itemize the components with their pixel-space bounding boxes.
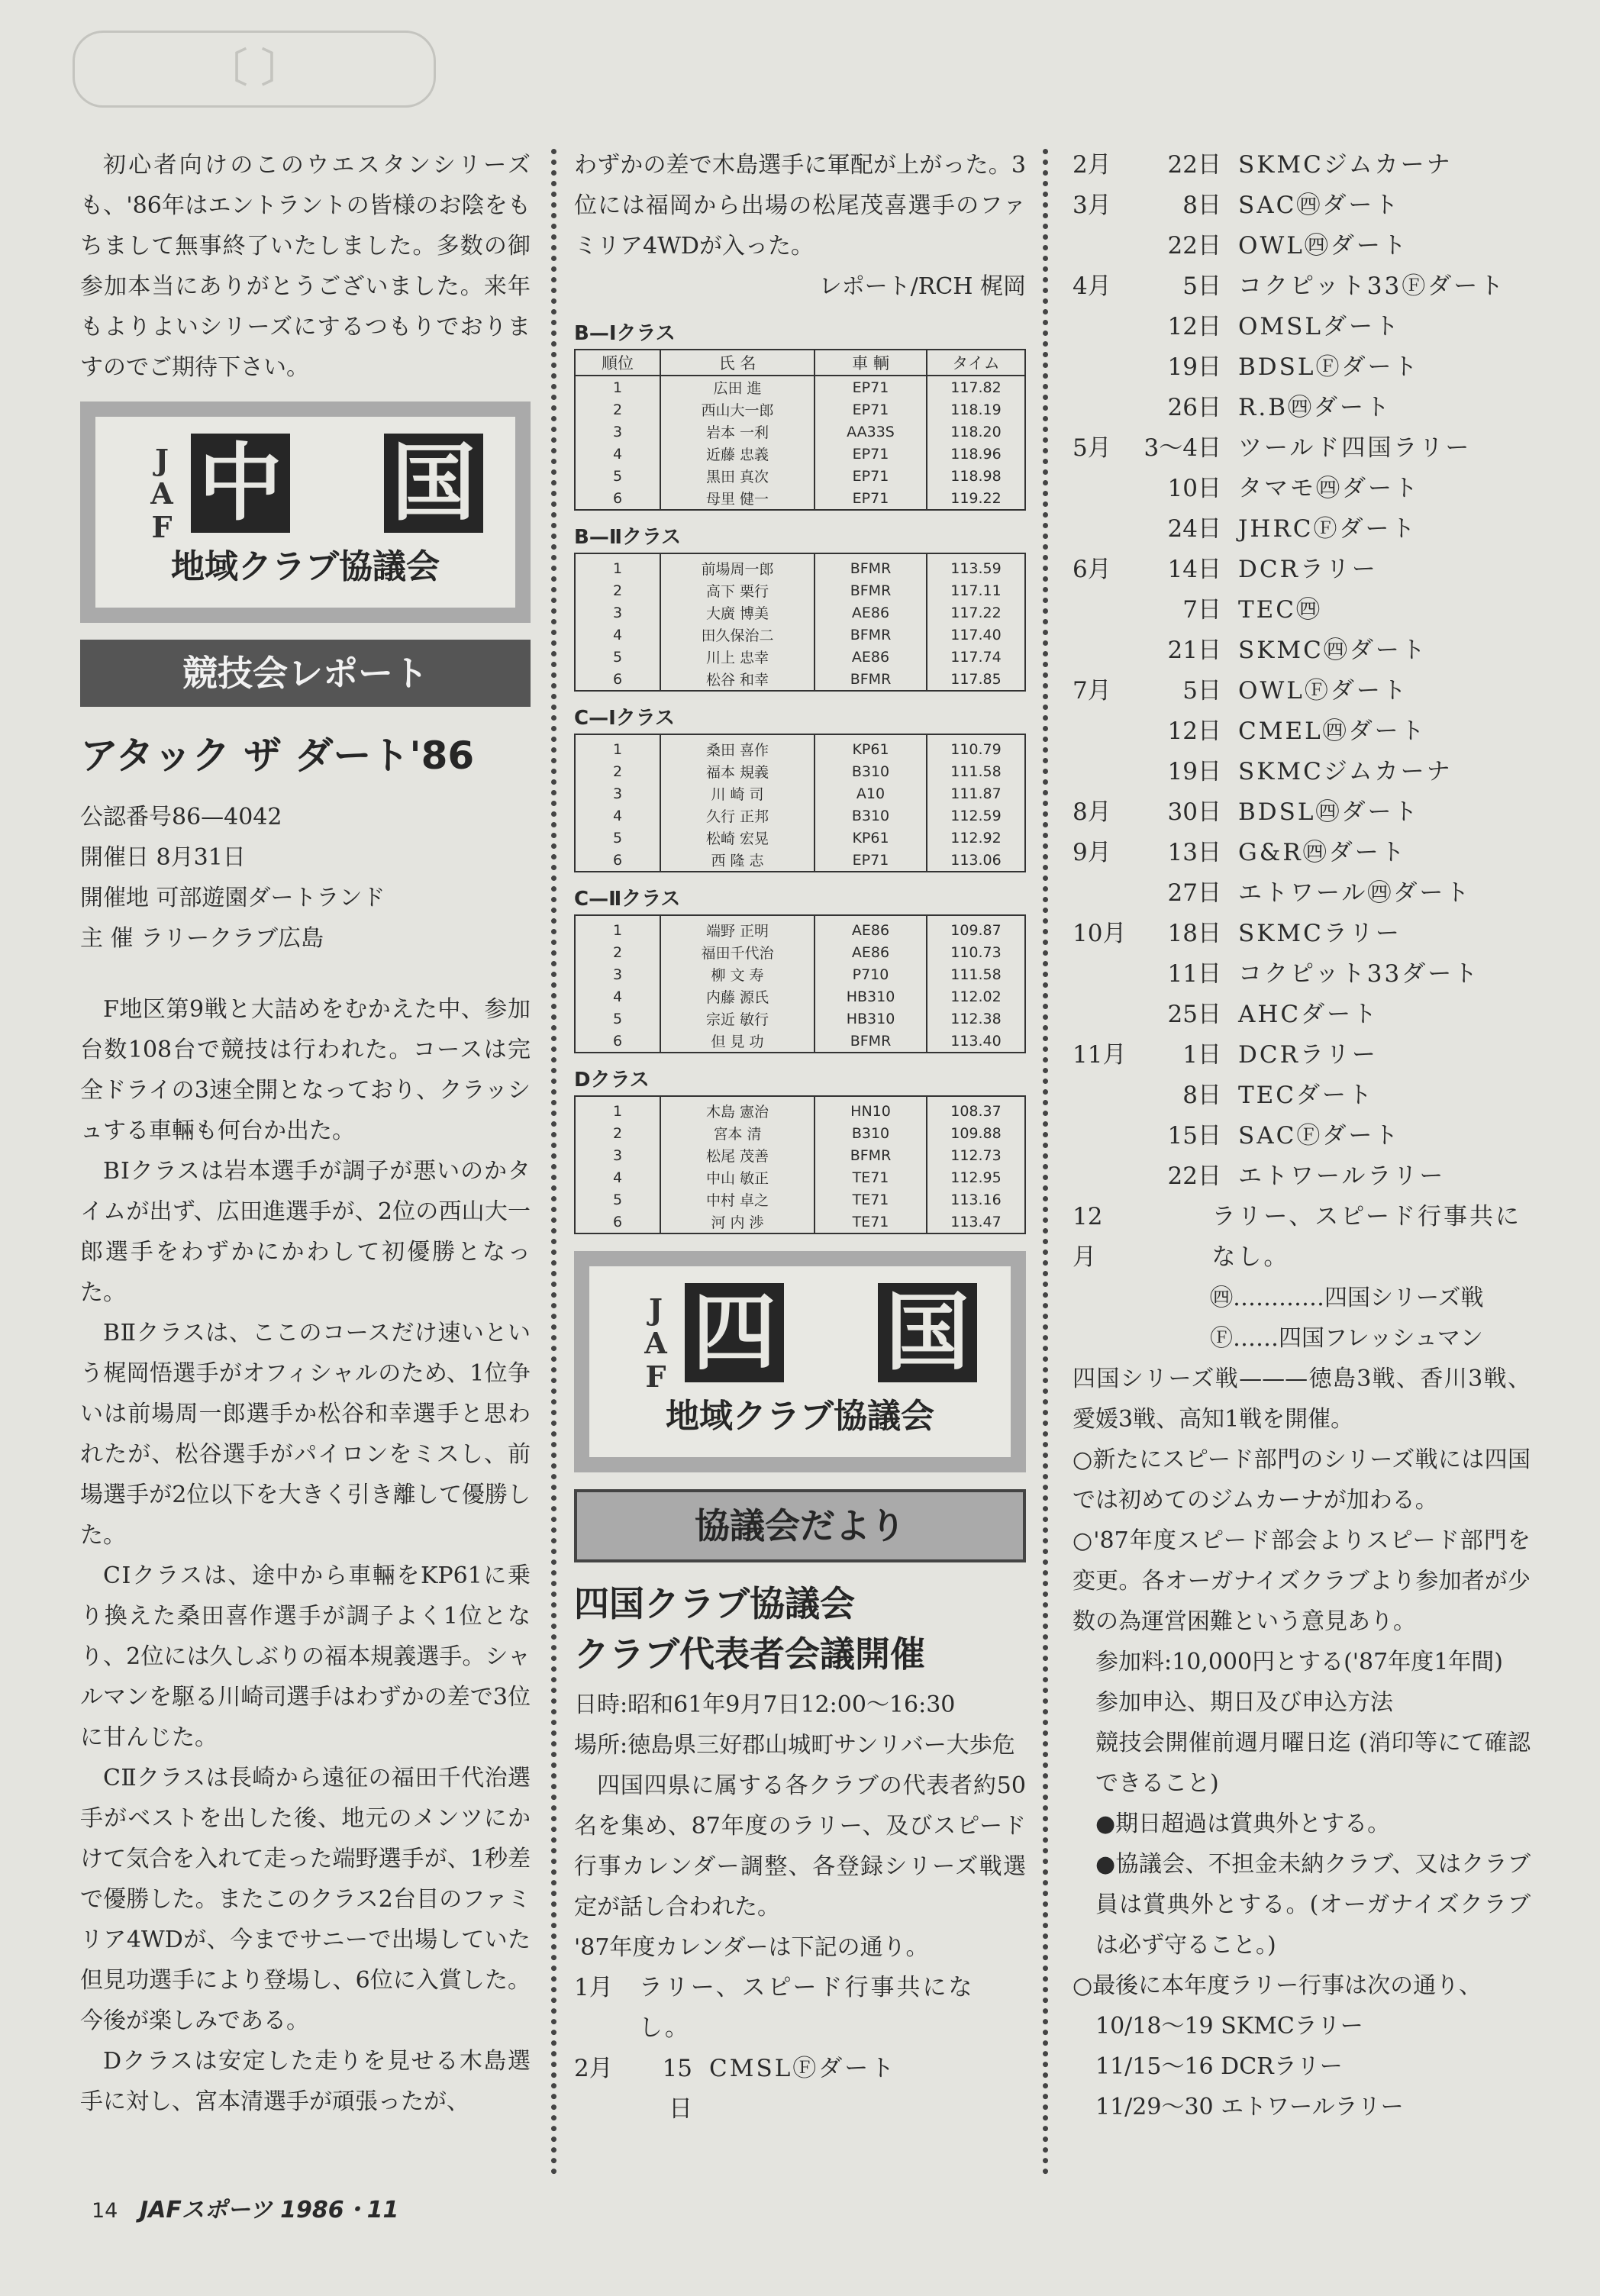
note-line: 10/18〜19 SKMCラリー <box>1095 2013 1363 2040</box>
calendar-row: 27日 エトワール㊃ダート <box>1167 879 1472 907</box>
note-line: 競技会開催前週月曜日迄 (消印等にて確認できること) <box>1095 1730 1531 1797</box>
table-cell: 松尾 茂善 <box>660 1144 815 1166</box>
note-line: 11/29〜30 エトワールラリー <box>1095 2094 1404 2120</box>
table-cell: 117.82 <box>927 376 1025 398</box>
table-cell: 福田千代治 <box>660 941 815 963</box>
calendar-list <box>1073 145 1531 1278</box>
table-cell: 119.22 <box>927 487 1025 510</box>
table-row <box>575 443 1025 465</box>
table-cell: 110.73 <box>927 941 1025 963</box>
calendar-row: 2月 22日 SKMCジムカーナ <box>1073 151 1453 179</box>
calendar-row: 22日 OWL㊃ダート <box>1167 232 1408 260</box>
table-cell: 111.87 <box>927 782 1025 805</box>
results-table <box>574 553 1026 692</box>
note-line: ○新たにスピード部門のシリーズ戦には四国では初めてのジムカーナが加わる。 <box>1073 1446 1531 1514</box>
table-cell: 川上 忠幸 <box>660 646 815 668</box>
table-cell: 112.73 <box>927 1144 1025 1166</box>
table-row <box>575 805 1025 827</box>
table-row <box>575 1166 1025 1188</box>
table-row <box>575 421 1025 443</box>
calendar-row: 11月 1日 DCRラリー <box>1073 1041 1378 1069</box>
table-cell: 113.59 <box>927 553 1025 579</box>
logo-char-1: 四 <box>685 1283 784 1382</box>
table-row <box>575 941 1025 963</box>
table-cell: BFMR <box>815 1144 927 1166</box>
table-cell: 3 <box>612 1146 623 1164</box>
table-cell: 6 <box>612 1213 623 1230</box>
table-cell: 中村 卓之 <box>660 1188 815 1211</box>
column-header: タイム <box>927 350 1025 376</box>
table-row <box>575 849 1025 872</box>
column-2 <box>574 145 1026 2130</box>
article-paragraph: Dクラスは安定した走りを見せる木島選手に対し、宮本清選手が頑張ったが、 <box>80 2048 531 2115</box>
column-header: 氏 名 <box>660 350 815 376</box>
table-cell: 岩本 一利 <box>660 421 815 443</box>
table-cell: EP71 <box>815 398 927 421</box>
table-cell: 前場周一郎 <box>660 553 815 579</box>
table-row <box>575 760 1025 782</box>
table-cell: EP71 <box>815 487 927 510</box>
table-row <box>575 668 1025 691</box>
table-cell: 113.06 <box>927 849 1025 872</box>
calendar-row: 12日 OMSLダート <box>1167 313 1401 340</box>
table-cell: 福本 規義 <box>660 760 815 782</box>
calendar-row: 5月 3〜4日 ツールド四国ラリー <box>1073 434 1472 462</box>
table-cell: 118.20 <box>927 421 1025 443</box>
article-paragraph: CⅡクラスは長崎から遠征の福田千代治選手がベストを出した後、地元のメンツにかけて気合を入れて走った端野選手が、1秒差で優勝した。またこのクラス2台目のファミリア4WDが、今までサニーで出場していた但見功選手により登場し、6位に入賞した。今後が楽しみである。 <box>80 1765 531 2034</box>
article-paragraph: BⅡクラスは、ここのコースだけ速いという梶岡悟選手がオフィシャルのため、1位争いは前場周一郎選手か松谷和幸選手と思われたが、松谷選手がパイロンをミスし、前場選手が2位以下を大きく引き離して優勝した。 <box>80 1320 531 1549</box>
calendar-row: 7日 TEC㊃ <box>1182 596 1323 624</box>
table-row <box>575 827 1025 849</box>
table-cell: 久行 正邦 <box>660 805 815 827</box>
logo-char-2: 国 <box>384 434 483 533</box>
table-cell: 3 <box>612 604 623 621</box>
calendar-row: 1月 ラリー、スピード行事共になし。 <box>574 1974 975 2042</box>
calendar-row: 19日 SKMCジムカーナ <box>1167 758 1453 785</box>
table-cell: 113.40 <box>927 1030 1025 1053</box>
table-cell: AA33S <box>815 421 927 443</box>
table-cell: 4 <box>612 626 623 643</box>
table-cell: 117.11 <box>927 579 1025 601</box>
article-subtitle: クラブ代表者会議開催 <box>574 1633 925 1675</box>
table-cell: 但 見 功 <box>660 1030 815 1053</box>
table-cell: 118.98 <box>927 465 1025 487</box>
jaf-mark: J A F <box>150 443 173 544</box>
table-cell: BFMR <box>815 624 927 646</box>
info-line: 開催日 8月31日 <box>80 844 246 871</box>
column-header: 車 輌 <box>815 350 927 376</box>
table-row <box>575 579 1025 601</box>
calendar-row: 24日 JHRCⒻダート <box>1167 515 1418 543</box>
table-cell: 6 <box>612 670 623 688</box>
table-cell: 5 <box>612 648 623 666</box>
article-title: アタック ザ ダート'86 <box>80 734 475 778</box>
table-cell: 内藤 源氏 <box>660 985 815 1008</box>
note-line: 参加申込、期日及び申込方法 <box>1095 1689 1393 1716</box>
note-line: 11/15〜16 DCRラリー <box>1095 2053 1343 2080</box>
table-row <box>575 782 1025 805</box>
table-row <box>575 1096 1025 1122</box>
table-cell: AE86 <box>815 915 927 941</box>
class-title: Dクラス <box>574 1069 650 1092</box>
calendar-row: 2月 15日 CMSLⒻダート <box>574 2055 897 2123</box>
table-cell: 112.95 <box>927 1166 1025 1188</box>
table-cell: 広田 進 <box>660 376 815 398</box>
table-cell: 108.37 <box>927 1096 1025 1122</box>
column-3 <box>1073 145 1531 2127</box>
table-cell: 111.58 <box>927 760 1025 782</box>
table-cell: 6 <box>612 489 623 507</box>
table-cell: 5 <box>612 1010 623 1027</box>
calendar-row: 4月 5日 コクピット33Ⓕダート <box>1073 272 1506 300</box>
table-row <box>575 601 1025 624</box>
table-cell: 松谷 和幸 <box>660 668 815 691</box>
table-cell: A10 <box>815 782 927 805</box>
table-row <box>575 734 1025 760</box>
table-cell: 4 <box>612 807 623 824</box>
table-cell: TE71 <box>815 1211 927 1233</box>
section-banner: 競技会レポート <box>80 640 531 707</box>
table-cell: 河 内 渉 <box>660 1211 815 1233</box>
note-line: ●期日超過は賞典外とする。 <box>1095 1811 1391 1837</box>
table-cell: KP61 <box>815 827 927 849</box>
table-row <box>575 1122 1025 1144</box>
jaf-mark: J A F <box>644 1292 667 1394</box>
table-cell: B310 <box>815 760 927 782</box>
table-cell: 113.16 <box>927 1188 1025 1211</box>
table-cell: 2 <box>612 763 623 780</box>
table-cell: 西 隆 志 <box>660 849 815 872</box>
class-title: B—Ⅱクラス <box>574 526 682 549</box>
table-cell: 117.85 <box>927 668 1025 691</box>
calendar-row: 6月 14日 DCRラリー <box>1073 556 1378 583</box>
table-cell: 118.96 <box>927 443 1025 465</box>
results-tables <box>574 318 1026 1234</box>
article-paragraph: CⅠクラスは、途中から車輛をKP61に乗り換えた桑田喜作選手が調子よく1位となり、2位には久しぶりの福本規義選手。シャルマンを駆る川崎司選手はわずかの差で3位に甘んじた。 <box>80 1562 531 1751</box>
table-cell: 3 <box>612 785 623 802</box>
table-cell: 110.79 <box>927 734 1025 760</box>
calendar-row: 7月 5日 OWLⒻダート <box>1073 677 1408 705</box>
table-cell: 田久保治二 <box>660 624 815 646</box>
table-cell: 5 <box>612 829 623 846</box>
calendar-row: 15日 SACⒻダート <box>1167 1122 1401 1150</box>
table-cell: 近藤 忠義 <box>660 443 815 465</box>
table-cell: 109.88 <box>927 1122 1025 1144</box>
table-cell: EP71 <box>815 443 927 465</box>
table-cell: EP71 <box>815 849 927 872</box>
table-cell: 118.19 <box>927 398 1025 421</box>
logo-char-1: 中 <box>191 434 290 533</box>
note-line: 四国シリーズ戦———徳島3戦、香川3戦、愛媛3戦、高知1戦を開催。 <box>1073 1366 1531 1433</box>
results-table <box>574 349 1026 511</box>
table-cell: 4 <box>612 988 623 1005</box>
table-cell: 113.47 <box>927 1211 1025 1233</box>
table-cell: 4 <box>612 1169 623 1186</box>
table-cell: 大廣 博美 <box>660 601 815 624</box>
shikoku-club-logo <box>574 1251 1026 1472</box>
table-cell: 5 <box>612 467 623 485</box>
table-cell: 高下 栗行 <box>660 579 815 601</box>
table-cell: P710 <box>815 963 927 985</box>
table-cell: 柳 文 寿 <box>660 963 815 985</box>
column-divider <box>1043 149 1048 2175</box>
table-cell: 松崎 宏晃 <box>660 827 815 849</box>
table-cell: 1 <box>612 740 623 758</box>
table-cell: 3 <box>612 423 623 440</box>
results-table <box>574 1095 1026 1234</box>
table-cell: 1 <box>612 559 623 577</box>
table-cell: 111.58 <box>927 963 1025 985</box>
meeting-date: 日時:昭和61年9月7日12:00〜16:30 <box>574 1691 956 1718</box>
table-cell: 117.22 <box>927 601 1025 624</box>
calendar-row: 22日 エトワールラリー <box>1167 1163 1446 1190</box>
table-row <box>575 624 1025 646</box>
table-cell: 109.87 <box>927 915 1025 941</box>
table-cell: 2 <box>612 582 623 599</box>
table-cell: 117.74 <box>927 646 1025 668</box>
note-line: 参加料:10,000円とする('87年度1年間) <box>1095 1649 1503 1675</box>
intro-paragraph: 初心者向けのこのウエスタンシリーズも、'86年はエントラントの皆様のお陰をもちまして無事終了いたしました。多数の御参加本当にありがとうございました。来年もよりよいシリーズにするつもりでおりますのでご期待下さい。 <box>80 152 531 381</box>
table-row <box>575 376 1025 398</box>
table-row <box>575 963 1025 985</box>
note-line: ○最後に本年度ラリー行事は次の通り、 <box>1073 1972 1482 1999</box>
table-cell: 中山 敏正 <box>660 1166 815 1188</box>
calendar-row: 3月 8日 SAC㊃ダート <box>1073 192 1401 219</box>
table-cell: 1 <box>612 921 623 939</box>
column-divider <box>551 149 556 2175</box>
table-cell: 黒田 真次 <box>660 465 815 487</box>
calendar-row: 8月 30日 BDSL㊃ダート <box>1073 798 1420 826</box>
calendar-row: 8日 TECダート <box>1182 1082 1375 1109</box>
article-paragraph: F地区第9戦と大詰めをむかえた中、参加台数108台で競技は行われた。コースは完全ドライの3速全開となっており、クラッシュする車輛も何台か出た。 <box>80 996 531 1144</box>
info-line: 公認番号86—4042 <box>80 804 282 830</box>
table-row <box>575 487 1025 510</box>
note-line: ●協議会、不担金未納クラブ、又はクラブ員は賞典外とする。(オーガナイズクラブは必ず守ること。) <box>1095 1851 1531 1959</box>
table-row <box>575 398 1025 421</box>
results-table <box>574 914 1026 1053</box>
logo-subtitle: 地域クラブ協議会 <box>171 547 440 586</box>
table-cell: BFMR <box>815 579 927 601</box>
calendar-row: 12日 CMEL㊃ダート <box>1167 718 1427 745</box>
chugoku-club-logo <box>80 401 531 623</box>
reporter: レポート/RCH 梶岡 <box>818 273 1026 300</box>
table-row <box>575 1144 1025 1166</box>
table-cell: HB310 <box>815 1008 927 1030</box>
calendar-row: 25日 AHCダート <box>1167 1001 1379 1028</box>
table-cell: HN10 <box>815 1096 927 1122</box>
table-cell: AE86 <box>815 646 927 668</box>
article-title: 四国クラブ協議会 <box>574 1583 855 1624</box>
calendar-row: 10日 タマモ㊃ダート <box>1167 475 1420 502</box>
table-cell: AE86 <box>815 601 927 624</box>
info-line: 主 催 ラリークラブ広島 <box>80 925 324 952</box>
table-cell: 宗近 敏行 <box>660 1008 815 1030</box>
results-table <box>574 734 1026 872</box>
class-title: C—Ⅱクラス <box>574 888 681 911</box>
logo-char-2: 国 <box>878 1283 977 1382</box>
meeting-body: 四国四県に属する各クラブの代表者約50名を集め、87年度のラリー、及びスピード行事カレンダー調整、各登録シリーズ戦選定が話し合われた。 <box>574 1772 1026 1920</box>
table-cell: BFMR <box>815 553 927 579</box>
table-cell: 6 <box>612 1032 623 1050</box>
page-footer <box>92 2191 398 2224</box>
note-line: ○'87年度スピード部会よりスピード部門を変更。各オーガナイズクラブより参加者が少数の為運営困難という意見あり。 <box>1073 1527 1531 1635</box>
calendar-row: 26日 R.B㊃ダート <box>1167 394 1392 421</box>
table-row <box>575 1211 1025 1233</box>
table-cell: 桑田 喜作 <box>660 734 815 760</box>
class-title: C—Ⅰクラス <box>574 707 675 730</box>
table-cell: 2 <box>612 401 623 418</box>
table-cell: 4 <box>612 445 623 463</box>
table-cell: BFMR <box>815 668 927 691</box>
table-cell: BFMR <box>815 1030 927 1053</box>
background-stamp-logo: 〔 〕 <box>73 31 436 108</box>
calendar-row: 11日 コクピット33ダート <box>1167 960 1480 988</box>
table-cell: 宮本 清 <box>660 1122 815 1144</box>
table-row <box>575 1008 1025 1030</box>
magazine-name: JAFスポーツ 1986・11 <box>139 2197 399 2223</box>
table-cell: AE86 <box>815 941 927 963</box>
calendar-row: 21日 SKMC㊃ダート <box>1167 637 1427 664</box>
table-cell: 端野 正明 <box>660 915 815 941</box>
table-cell: B310 <box>815 805 927 827</box>
logo-subtitle: 地域クラブ協議会 <box>666 1397 934 1436</box>
calendar-row: 19日 BDSLⒻダート <box>1167 353 1420 381</box>
table-cell: KP61 <box>815 734 927 760</box>
table-cell: HB310 <box>815 985 927 1008</box>
table-cell: 112.02 <box>927 985 1025 1008</box>
calendar-list <box>574 1968 1026 2130</box>
table-cell: EP71 <box>815 376 927 398</box>
section-banner: 協議会だより <box>574 1489 1026 1562</box>
column-header: 順位 <box>575 350 660 376</box>
table-row <box>575 465 1025 487</box>
info-line: 開催地 可部遊園ダートランド <box>80 885 385 911</box>
table-cell: EP71 <box>815 465 927 487</box>
article-paragraph: BⅠクラスは岩本選手が調子が悪いのかタイムが出ず、広田進選手が、2位の西山大一郎選手をわずかにかわして初優勝となった。 <box>80 1158 531 1306</box>
table-cell: 112.92 <box>927 827 1025 849</box>
table-cell: 6 <box>612 851 623 869</box>
table-cell: 2 <box>612 943 623 961</box>
table-row <box>575 985 1025 1008</box>
table-cell: B310 <box>815 1122 927 1144</box>
calendar-intro: '87年度カレンダーは下記の通り。 <box>574 1934 929 1961</box>
table-cell: 川 崎 司 <box>660 782 815 805</box>
notes-list <box>1073 1359 1531 2127</box>
calendar-row: 12月 ラリー、スピード行事共になし。 <box>1073 1203 1521 1271</box>
table-row <box>575 1030 1025 1053</box>
legend-freshman: Ⓕ……四国フレッシュマン <box>1210 1325 1483 1352</box>
table-cell: 112.59 <box>927 805 1025 827</box>
table-cell: 3 <box>612 966 623 983</box>
table-cell: 2 <box>612 1124 623 1142</box>
table-cell: 木島 憲治 <box>660 1096 815 1122</box>
table-cell: 112.38 <box>927 1008 1025 1030</box>
page-number: 14 <box>92 2199 118 2223</box>
class-title: B—Ⅰクラス <box>574 322 676 345</box>
table-row <box>575 915 1025 941</box>
table-row <box>575 1188 1025 1211</box>
table-cell: 西山大一郎 <box>660 398 815 421</box>
table-row <box>575 646 1025 668</box>
table-row <box>575 553 1025 579</box>
column-1 <box>80 145 531 2122</box>
calendar-row: 10月 18日 SKMCラリー <box>1073 920 1402 947</box>
table-cell: TE71 <box>815 1166 927 1188</box>
meeting-place: 場所:徳島県三好郡山城町サンリバー大歩危 <box>574 1732 1015 1759</box>
article-continued: わずかの差で木島選手に軍配が上がった。3位には福岡から出場の松尾茂喜選手のファミリア4WDが入った。 <box>574 152 1026 260</box>
table-cell: 117.40 <box>927 624 1025 646</box>
legend-shikoku-series: ㊃…………四国シリーズ戦 <box>1210 1285 1484 1311</box>
calendar-row: 9月 13日 G&R㊃ダート <box>1073 839 1407 866</box>
table-cell: TE71 <box>815 1188 927 1211</box>
table-cell: 5 <box>612 1191 623 1208</box>
table-cell: 1 <box>612 379 623 396</box>
table-cell: 母里 健一 <box>660 487 815 510</box>
table-cell: 1 <box>612 1102 623 1120</box>
